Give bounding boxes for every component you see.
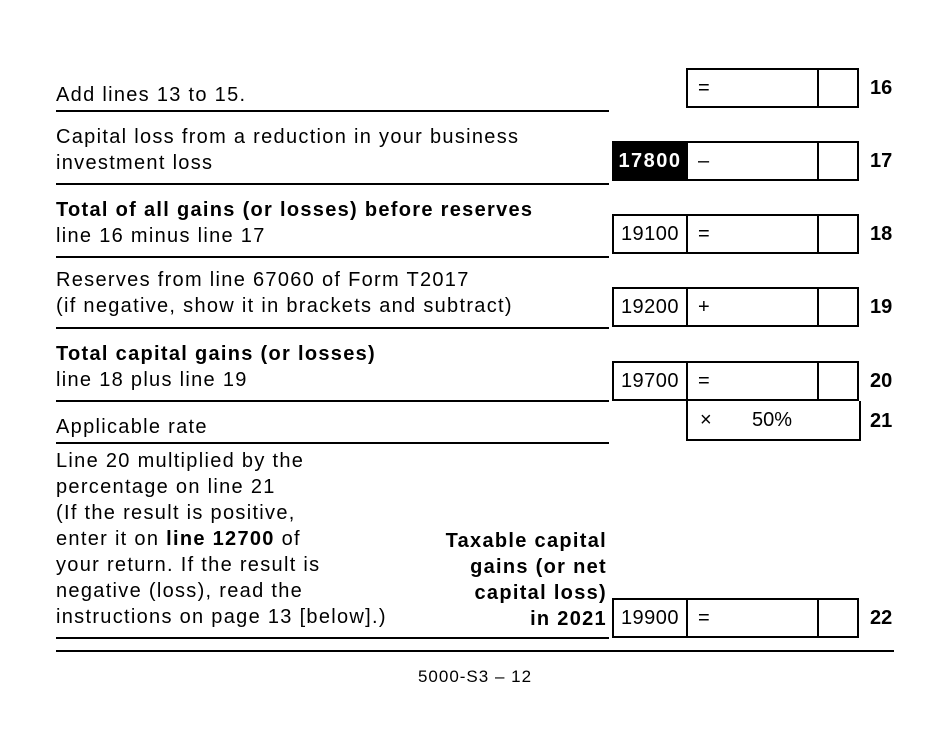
operator-sign: = (698, 370, 710, 392)
taxable-capital-gains-label: Taxable capital gains (or net capital loss) in 2021 (445, 530, 607, 630)
operator-sign: = (698, 77, 710, 99)
line-number-18: 18 (870, 223, 893, 245)
row-divider (56, 442, 609, 444)
line-20-amount-field[interactable] (686, 361, 819, 401)
line-number-17: 17 (870, 150, 893, 172)
page-footer: 5000-S3 – 12 (417, 667, 533, 686)
line-number-19: 19 (870, 296, 893, 318)
line-18-cents-field[interactable] (815, 214, 859, 254)
line-number-22: 22 (870, 607, 893, 629)
row-divider (56, 183, 609, 185)
line-19-cents-field[interactable] (815, 287, 859, 327)
row-divider (56, 256, 609, 258)
line-16-cents-field[interactable] (815, 68, 859, 108)
line-17-description: Capital loss from a reduction in your business investment loss (56, 126, 520, 174)
row-divider (56, 637, 609, 639)
row-divider (56, 327, 609, 329)
line-code-19700: 19700 (612, 361, 688, 401)
applicable-rate-box (686, 401, 861, 441)
row-divider (56, 400, 609, 402)
operator-sign: = (698, 223, 710, 245)
line-16-amount-field[interactable] (686, 68, 819, 108)
line-22-amount-field[interactable] (686, 598, 819, 638)
line-22-description: Line 20 multiplied by the percentage on line 21 (If the result is positive, enter it on line 12700 of your return. If the result is negative (loss), read the instructions on page 13 [below].) (56, 450, 387, 628)
line-19-amount-field[interactable] (686, 287, 819, 327)
line-22-cents-field[interactable] (815, 598, 859, 638)
line-17-amount-field[interactable] (686, 141, 819, 181)
line-18-amount-field[interactable] (686, 214, 819, 254)
line-16-description: Add lines 13 to 15. (56, 84, 247, 106)
line-code-19200: 19200 (612, 287, 688, 327)
line-21-description: Applicable rate (56, 416, 208, 438)
footer-divider (56, 650, 894, 652)
row-divider (56, 110, 609, 112)
line-17-cents-field[interactable] (815, 141, 859, 181)
line-20-description: Total capital gains (or losses) line 18 plus line 19 (56, 343, 376, 391)
line-number-20: 20 (870, 370, 893, 392)
line-code-19100: 19100 (612, 214, 688, 254)
multiply-sign: × (700, 409, 712, 431)
operator-sign: – (698, 150, 710, 172)
line-number-21: 21 (870, 410, 893, 432)
line-20-cents-field[interactable] (815, 361, 859, 401)
operator-sign: + (698, 296, 710, 318)
line-code-17800: 17800 (612, 141, 688, 181)
operator-sign: = (698, 607, 710, 629)
line-19-description: Reserves from line 67060 of Form T2017 (if negative, show it in brackets and subtract) (56, 269, 513, 317)
line-number-16: 16 (870, 77, 893, 99)
rate-value: 50% (752, 409, 793, 431)
line-18-description: Total of all gains (or losses) before reserves line 16 minus line 17 (56, 199, 534, 247)
line-code-19900: 19900 (612, 598, 688, 638)
